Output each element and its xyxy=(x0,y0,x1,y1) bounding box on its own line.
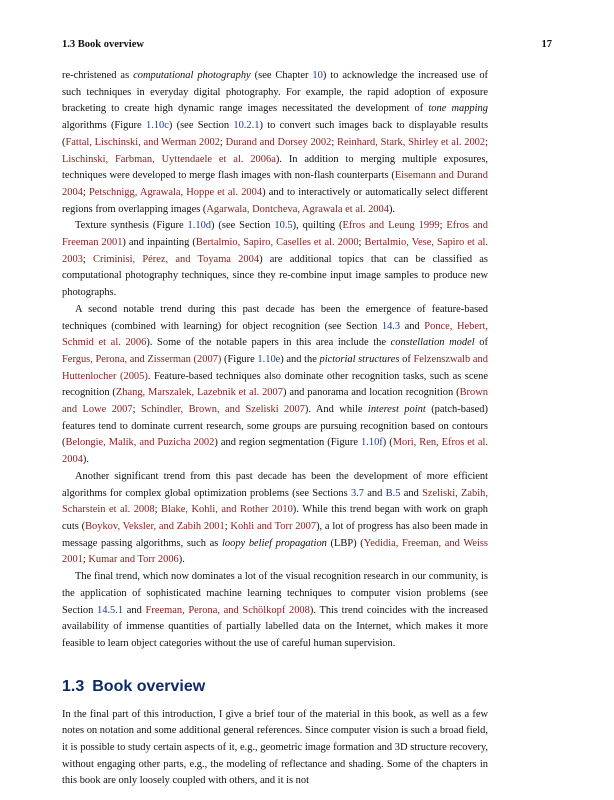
citation-link[interactable]: Durand and Dorsey 2002 xyxy=(225,136,332,148)
citation-link[interactable]: Felzenszwalb and Huttenlocher (2005) xyxy=(62,353,488,382)
body-text xyxy=(62,68,488,790)
section-link[interactable]: B.5 xyxy=(385,487,401,499)
citation-link[interactable]: Szeliski, Zabih, Scharstein et al. 2008 xyxy=(62,487,488,516)
section-link[interactable]: 3.7 xyxy=(350,487,364,499)
citation-link[interactable]: Mori, Ren, Efros et al. 2004 xyxy=(62,437,488,466)
chapter-link[interactable]: 10 xyxy=(312,70,323,81)
citation-link[interactable]: Kohli and Torr 2007 xyxy=(230,520,317,532)
citation-link[interactable]: Eisemann and Durand 2004 xyxy=(62,170,488,198)
paragraph-feature-based-recognition: A second notable trend during this past decade has been the emergence of feature-based techniques (combined with learning) for object recognition (see Section 14.3 and Ponce, Hebert, Schmid et al. 2006). Some of the notable papers in this area include the constellation model of Fergus, Perona, and Zisserman (2007) (Figure 1.10e) and the pictorial structures of Felzenszwalb and Huttenlocher (2005). Feature-based techniques also dominate other recognition tasks, such as scene recognition (Zhang, Marszalek, Lazebnik et al. 2007) and panorama and location recognition (Brown and Lowe 2007; Schindler, Brown, and Szeliski 2007). And while interest point (patch-based) features tend to dominate current research, some groups are pursuing recognition based on contours (Belongie, Malik, and Puzicha 2002) and region segmentation (Figure 1.10f) (Mori, Ren, Efros et al. 2004). xyxy=(62,303,488,466)
citation-link[interactable]: Yedidia, Freeman, and Weiss 2001 xyxy=(62,537,488,566)
citation-link[interactable]: Belongie, Malik, and Puzicha 2002 xyxy=(65,437,215,449)
citation-link[interactable]: Freeman, Perona, and Schölkopf 2008 xyxy=(145,604,310,616)
section-link[interactable]: 14.3 xyxy=(381,320,401,332)
citation-link[interactable]: Fergus, Perona, and Zisserman (2007) xyxy=(62,353,222,365)
citation-link[interactable]: Reinhard, Stark, Shirley et al. 2002 xyxy=(337,136,486,148)
citation-link[interactable]: Agarwala, Dontcheva, Agrawala et al. 2004 xyxy=(206,203,389,215)
paragraph-global-optimization: Another significant trend from this past decade has been the development of more efficient algorithms for complex global optimization problems (see Sections 3.7 and B.5 and Szeliski, Zabih, Scharstein et al. 2008; Blake, Kohli, and Rother 2010). While this trend began with work on graph cuts (Boykov, Veksler, and Zabih 2001; Kohli and Torr 2007), a lot of progress has also been made in message passing algorithms, such as loopy belief propagation (LBP) (Yedidia, Freeman, and Weiss 2001; Kumar and Torr 2006). xyxy=(62,470,489,566)
citation-link[interactable]: Ponce, Hebert, Schmid et al. 2006 xyxy=(62,320,488,349)
citation-link[interactable]: Schindler, Brown, and Szeliski 2007 xyxy=(140,404,305,416)
term-interest-point: interest point xyxy=(367,404,426,416)
citation-link[interactable]: Boykov, Veksler, and Zabih 2001 xyxy=(85,520,225,532)
term-pictorial-structures: pictorial structures xyxy=(319,353,400,365)
running-header xyxy=(62,38,552,52)
paragraph-texture-synthesis: Texture synthesis (Figure 1.10d) (see Section 10.5), quilting (Efros and Leung 1999; Efros and Freeman 2001) and inpainting (Bertalmio, Sapiro, Caselles et al. 2000; Bertalmio, Vese, Sapiro et al. 2003; Criminisi, Pérez, and Toyama 2004) are additional topics that can be classified as computational photography techniques, since they re-combine input image samples to produce new photographs. xyxy=(62,220,488,299)
term-tone-mapping: tone mapping xyxy=(428,103,488,115)
figure-link[interactable]: 1.10c xyxy=(145,120,169,132)
paragraph-machine-learning: The final trend, which now dominates a lot of the visual recognition research in our community, is the application of sophisticated machine learning techniques to computer vision problems (see Section 14.5.1 and Freeman, Perona, and Schölkopf 2008). This trend coincides with the increased availability of immense quantities of partially labelled data on the Internet, which makes it more feasible to learn object categories without the use of careful human supervision. xyxy=(62,571,488,649)
citation-link[interactable]: Bertalmio, Sapiro, Caselles et al. 2000 xyxy=(195,237,359,249)
citation-link[interactable]: Brown and Lowe 2007 xyxy=(62,387,488,416)
citation-link[interactable]: Criminisi, Pérez, and Toyama 2004 xyxy=(93,253,260,265)
section-number: 1.3 xyxy=(62,677,85,695)
running-header-title: 1.3 Book overview xyxy=(62,39,144,50)
citation-link[interactable]: Lischinski, Farbman, Uyttendaele et al. 2006a xyxy=(62,153,276,165)
citation-link[interactable]: Efros and Leung 1999 xyxy=(342,220,440,232)
citation-link[interactable]: Fattal, Lischinski, and Werman 2002 xyxy=(65,136,220,148)
paragraph-book-overview-intro: In the final part of this introduction, I give a brief tour of the material in this book, as well as a few notes on notation and some additional general references. Since computer vision is such a broad field, it is possible to study certain aspects of it, e.g., geometric image formation and 3D structure recovery, without engaging other parts, e.g., the modeling of reflectance and shading. Some of the chapters in this book are only loosely coupled with others, and it is not xyxy=(62,708,488,787)
citation-link[interactable]: Zhang, Marszalek, Lazebnik et al. 2007 xyxy=(115,387,283,399)
section-link[interactable]: 10.5 xyxy=(274,220,293,232)
citation-link[interactable]: Efros and Freeman 2001 xyxy=(62,220,488,249)
term-loopy-belief-propagation: loopy belief propagation xyxy=(222,537,327,549)
citation-link[interactable]: Bertalmio, Vese, Sapiro et al. 2003 xyxy=(62,237,488,265)
figure-link[interactable]: 1.10f xyxy=(361,437,383,449)
figure-link[interactable]: 1.10e xyxy=(257,353,281,365)
section-link[interactable]: 10.2.1 xyxy=(233,120,260,132)
section-heading xyxy=(62,677,488,697)
term-computational-photography: computational photography xyxy=(133,70,251,81)
citation-link[interactable]: Kumar and Torr 2006 xyxy=(88,554,179,566)
section-link[interactable]: 14.5.1 xyxy=(97,604,124,616)
citation-link[interactable]: Blake, Kohli, and Rother 2010 xyxy=(161,504,293,516)
section-title: Book overview xyxy=(92,677,206,695)
page-number: 17 xyxy=(541,39,552,50)
term-constellation-model: constellation model xyxy=(390,337,475,349)
citation-link[interactable]: Petschnigg, Agrawala, Hoppe et al. 2004 xyxy=(88,186,263,198)
paragraph-computational-photography: re-christened as computational photography (see Chapter 10) to acknowledge the increased use of such techniques in everyday digital photography. For example, the rapid adoption of exposure bracketing to create high dynamic range images necessitated the development of tone mapping algorithms (Figure 1.10c) (see Section 10.2.1) to convert such images back to displayable results (Fattal, Lischinski, and Werman 2002; Durand and Dorsey 2002; Reinhard, Stark, Shirley et al. 2002; Lischinski, Farbman, Uyttendaele et al. 2006a). In addition to merging multiple exposures, techniques were developed to merge flash images with non-flash counterparts (Eisemann and Durand 2004; Petschnigg, Agrawala, Hoppe et al. 2004) and to interactively or automatically select different regions from overlapping images (Agarwala, Dontcheva, Agrawala et al. 2004). xyxy=(62,70,489,215)
figure-link[interactable]: 1.10d xyxy=(187,220,211,232)
